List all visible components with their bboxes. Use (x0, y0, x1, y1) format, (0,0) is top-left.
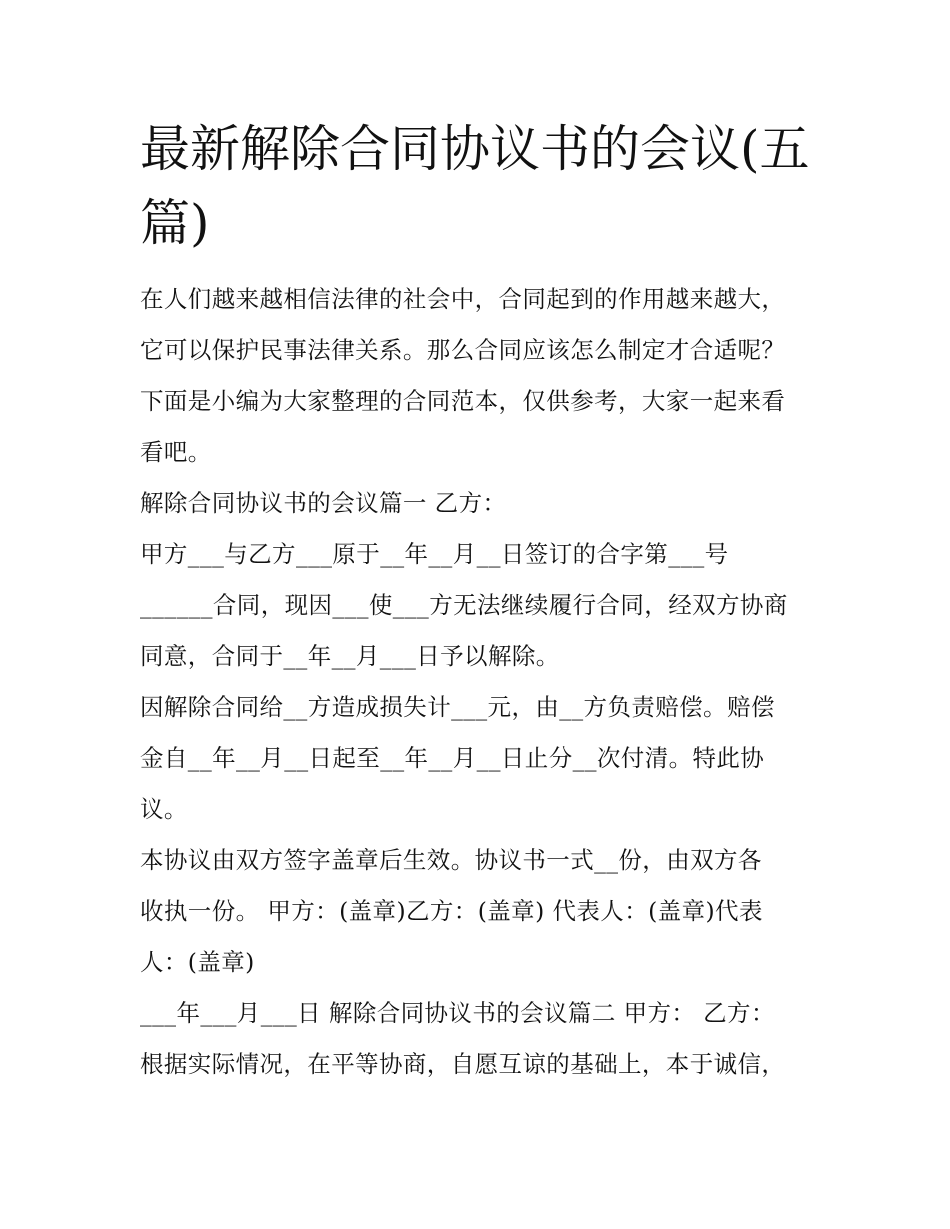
title-line: 最新解除合同协议书的会议(五 (140, 120, 810, 178)
document-title (140, 112, 820, 260)
document-body (140, 274, 820, 1090)
body-line: 议。 (140, 795, 188, 823)
body-line: 同意，合同于__年__月___日予以解除。 (140, 642, 560, 670)
body-line: 看吧。 (140, 438, 212, 466)
body-line: 因解除合同给__方造成损失计___元，由__方负责赔偿。赔偿 (140, 693, 775, 721)
body-line: 收执一份。 甲方：(盖章)乙方：(盖章) 代表人：(盖章)代表 (140, 897, 763, 925)
body-line: 人：(盖章) (140, 948, 255, 976)
body-line: 本协议由双方签字盖章后生效。协议书一式__份，由双方各 (140, 846, 762, 874)
body-line: 在人们越来越相信法律的社会中，合同起到的作用越来越大， (140, 285, 786, 313)
body-line: 下面是小编为大家整理的合同范本，仅供参考，大家一起来看 (140, 387, 786, 415)
body-line: 根据实际情况，在平等协商，自愿互谅的基础上，本于诚信， (140, 1050, 786, 1078)
body-line: 甲方___与乙方___原于__年__月__日签订的合字第___号 (140, 540, 729, 568)
section-heading-line: ___年___月___日 解除合同协议书的会议篇二 甲方： 乙方： (140, 999, 775, 1027)
body-line: 它可以保护民事法律关系。那么合同应该怎么制定才合适呢？ (140, 336, 786, 364)
title-line: 篇) (140, 194, 210, 252)
section-heading-line: 解除合同协议书的会议篇一 乙方： (140, 489, 507, 517)
body-line: ______合同，现因___使___方无法继续履行合同，经双方协商 (140, 591, 788, 619)
body-line: 金自__年__月__日起至__年__月__日止分__次付清。特此协 (140, 744, 765, 772)
